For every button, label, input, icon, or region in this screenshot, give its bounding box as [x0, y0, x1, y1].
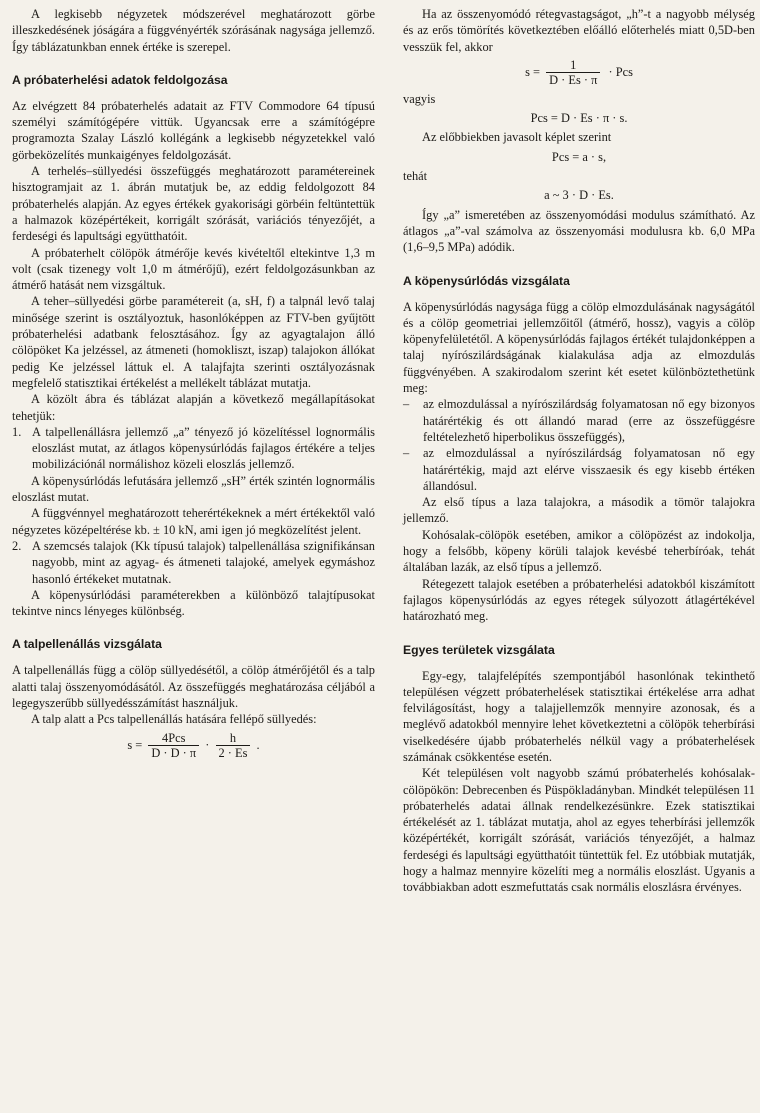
fraction-denominator: D · Es · π	[549, 72, 598, 87]
list-item-text: A szemcsés talajok (Kk típusú talajok) talpellenállása szignifikánsan nagyobb, mint az agyag- és átmeneti talajoké, amelyek egymáshoz hasonló értékeket mutatnak.	[32, 538, 375, 586]
fraction-3	[546, 58, 600, 88]
heading-kopeny: A köpenysúrlódás vizsgálata	[403, 273, 570, 288]
paragraph-tehat: tehát	[403, 169, 428, 184]
formula-a: a ~ 3 · D · Es.	[544, 188, 614, 203]
formula-s	[403, 58, 755, 88]
heading-feldolgozas: A próbaterhelési adatok feldolgozása	[12, 72, 228, 87]
paragraph-igy: Így „a” ismeretében az összenyomódási modulus számítható. Az átlagos „a”-val számolva az összenyomási modulusra kb. 6,0 MPa (1,6–9,5 MPa) adódik.	[403, 207, 755, 255]
paragraph-retegezett: Rétegezett talajok esetében a próbaterhelési adatokból kiszámított fajlagos köpenysúrlódás az egyes rétegek súlyozott átlagértékével határozható meg.	[403, 576, 755, 624]
formula-pcs: Pcs = D · Es · π · s.	[530, 111, 628, 126]
heading-teruletek: Egyes területek vizsgálata	[403, 642, 555, 657]
bullet-item-text: az elmozdulással a nyírószilárdság folyamatosan nő egy bizonyos határértékig és ott állandó marad (erre az összefüggésre feltételezhető hiperbolikus összefüggés),	[423, 397, 755, 444]
paragraph-talp-fugg: A talpellenállás függ a cölöp süllyedésétől, a cölöp átmérőjétől és a talp alatti talaj összenyomódásától. Az összefüggés meghatározása céljából a legegyszerűbb süllyedésszámítást használjuk.	[12, 663, 375, 710]
paragraph-terheles: A terhelés–süllyedési összefüggés meghatározott paramétereinek hisztogramjait az 1. ábrán mutatjuk be, az eddig feldolgozott 84 próbaterhelés alapján. Az egyes értékek gyakorisági görbéin feltüntettük a halmazok középértékeit, korrigált szórását, variációs tényezőjét, a ferdeségi és lapultsági együtthatóit.	[12, 164, 375, 244]
bullet-marker: –	[403, 397, 410, 412]
bullet-item-2	[403, 445, 755, 494]
paragraph-elso-tipus: Az első típus a laza talajokra, a második a tömör talajokra jellemző.	[403, 495, 755, 526]
fraction-denominator: 2 · Es	[218, 745, 248, 760]
paragraph-ha: Ha az összenyomódó rétegvastagságot, „h”-t a nagyobb mélység és az erős tömörítés következtében előálló előterhelés miatt 0,5D-ben vesszük fel, akkor	[403, 7, 755, 54]
list-marker: 1.	[12, 424, 22, 439]
list-item-2	[12, 538, 375, 587]
paragraph-kohosalak: Kohósalak-cölöpök esetében, amikor a cölöpözést az indokolja, hogy a felsőbb, köpeny körüli talajok kevésbé teherbíróak, tehát általában lazák, az első típus a jellemző.	[403, 527, 755, 575]
formula-lhs: s =	[127, 737, 143, 752]
fraction-2	[216, 731, 251, 761]
paragraph-probaterhelt: A próbaterhelt cölöpök átmérője kevés kivételtől eltekintve 1,3 m volt (csak tizenegy volt 1,0 m átmérőjű), ezért feldolgozásunkban az átmérő hatását nem vizsgáltuk.	[12, 245, 375, 293]
paragraph-fuggveny: A függvénnyel meghatározott teherértékeknek a mért értékektől való négyzetes középeltérése kb. ± 10 kN, ami igen jó megközelítést jelent.	[12, 506, 375, 537]
paragraph-teher: A teher–süllyedési görbe paramétereit (a, sH, f) a talpnál levő talaj minősége szerint is osztályoztuk, hasonlóképpen az FTV-ben gyűjtött próbaterhelési adatbank felosztásához. Így az agyagtalajon álló cölöpöket Ka jelzéssel, az átmeneti (homokliszt, iszap) talajokon állókat pedig Ke jelzéssel láttuk el. A talajfajta szerinti osztályozásnak megfelelő statisztikai értékelést a mellékelt táblázat mutatja.	[12, 294, 375, 390]
list-item-text: A talpellenállásra jellemző „a” tényező jó közelítéssel lognormális eloszlást mutat, az átlagos köpenysúrlódás fajlagos értékére a teljes mobilizációnál normálishoz közeli eloszlás jellemző.	[32, 424, 375, 472]
paragraph-elobbiekben: Az előbbiekben javasolt képlet szerint	[422, 130, 612, 145]
paragraph-elvegzett: Az elvégzett 84 próbaterhelés adatait az FTV Commodore 64 típusú személyi számítógépére vittük. Ugyancsak erre a számítógépre programozta Szalay László kollégánk a legkisebb négyzetekkel való görbeközelítés munkaigényes feldolgozását.	[12, 98, 375, 162]
right-column	[403, 6, 755, 896]
formula-operator: ·	[205, 737, 210, 752]
paragraph-kopeny-lefutas: A köpenysúrlódás lefutására jellemző „sH” érték szintén lognormális eloszlást mutat.	[12, 473, 375, 505]
paragraph-kozolt: A közölt ábra és táblázat alapján a következő megállapításokat tehetjük:	[12, 392, 375, 423]
formula-lhs: s =	[525, 64, 540, 79]
formula-settlement	[12, 731, 375, 761]
fraction-numerator: h	[216, 731, 251, 746]
fraction-1	[148, 731, 199, 761]
fraction-denominator: D · D · π	[151, 745, 197, 760]
paragraph-kopeny-nagysag: A köpenysúrlódás nagysága függ a cölöp elmozdulásának nagyságától és a cölöp geometriai jellemzőitől (átmérő, hossz), vagyis a cölöp köpenyfelületétől. A köpenysúrlódás fajlagos értékét tulajdonképpen a talaj nyírószilárdságának kialakulása adja az elmozdulás függvényében. A szakirodalom szerint két esetet különböztethetünk meg:	[403, 299, 755, 396]
formula-rhs: · Pcs	[608, 64, 633, 79]
paragraph-vagyis: vagyis	[403, 91, 436, 106]
bullet-marker: –	[403, 446, 410, 461]
list-item-1	[12, 424, 375, 473]
formula-end: .	[256, 737, 260, 752]
fraction-numerator: 4Pcs	[148, 731, 199, 746]
heading-talpellenallas: A talpellenállás vizsgálata	[12, 637, 162, 652]
bullet-item-1	[403, 396, 755, 445]
paragraph-kopeny-param: A köpenysúrlódási paraméterekben a különböző talajtípusokat tekintve nincs lényeges különbség.	[12, 587, 375, 619]
left-column	[12, 6, 375, 764]
list-marker: 2.	[12, 538, 22, 553]
formula-pcs-as: Pcs = a · s,	[551, 149, 607, 164]
paragraph-talp-alatt: A talp alatt a Pcs talpellenállás hatására fellépő süllyedés:	[31, 712, 317, 727]
bullet-item-text: az elmozdulással a nyírószilárdság folyamatosan nő egy határértékig, majd azt elérve visszaesik és egy kisebb értéken állandósul.	[423, 446, 755, 493]
fraction-numerator: 1	[546, 58, 600, 73]
paragraph-intro: A legkisebb négyzetek módszerével meghatározott görbe illeszkedésének jóságára a függvényérték szórásának nagysága jellemző. Így táblázatunkban ennek értéke is szerepel.	[12, 7, 375, 54]
paragraph-egy-egy: Egy-egy, talajfelépítés szempontjából hasonlónak tekinthető településen végzett próbaterhelések statisztikai értékelése arra adhat felvilágosítást, hogy a talajjellemzők mennyire azonosak, és a meglévő adatokból mennyire lehet következtetni a cölöpök teherbírási viselkedésére újabb próbaterhelés nélkül vagy a próbaterhelések számának csökkentése esetén.	[403, 668, 755, 764]
paragraph-ket-telepulesen: Két településen volt nagyobb számú próbaterhelés kohósalak-cölöpökön: Debrecenben és Püspökladányban. Mindkét településen 11 próbaterhelés adatai állnak rendelkezésünkre. Ezek statisztikai értékelését az 1. táblázat mutatja, ahol az egyes teherbírási jellemzők középértékét, korrigált szórását, variációs tényezőjét, a halmaz ferdeségi és lapultsági együtthatóit tüntettük fel. Ez utóbbiak mutatják, hogy a halmaz mennyire közelíti meg a normális eloszlást. Ugyanis a továbbiakban adott eszmefuttatás csak normális eloszlásra érvényes.	[403, 766, 755, 895]
